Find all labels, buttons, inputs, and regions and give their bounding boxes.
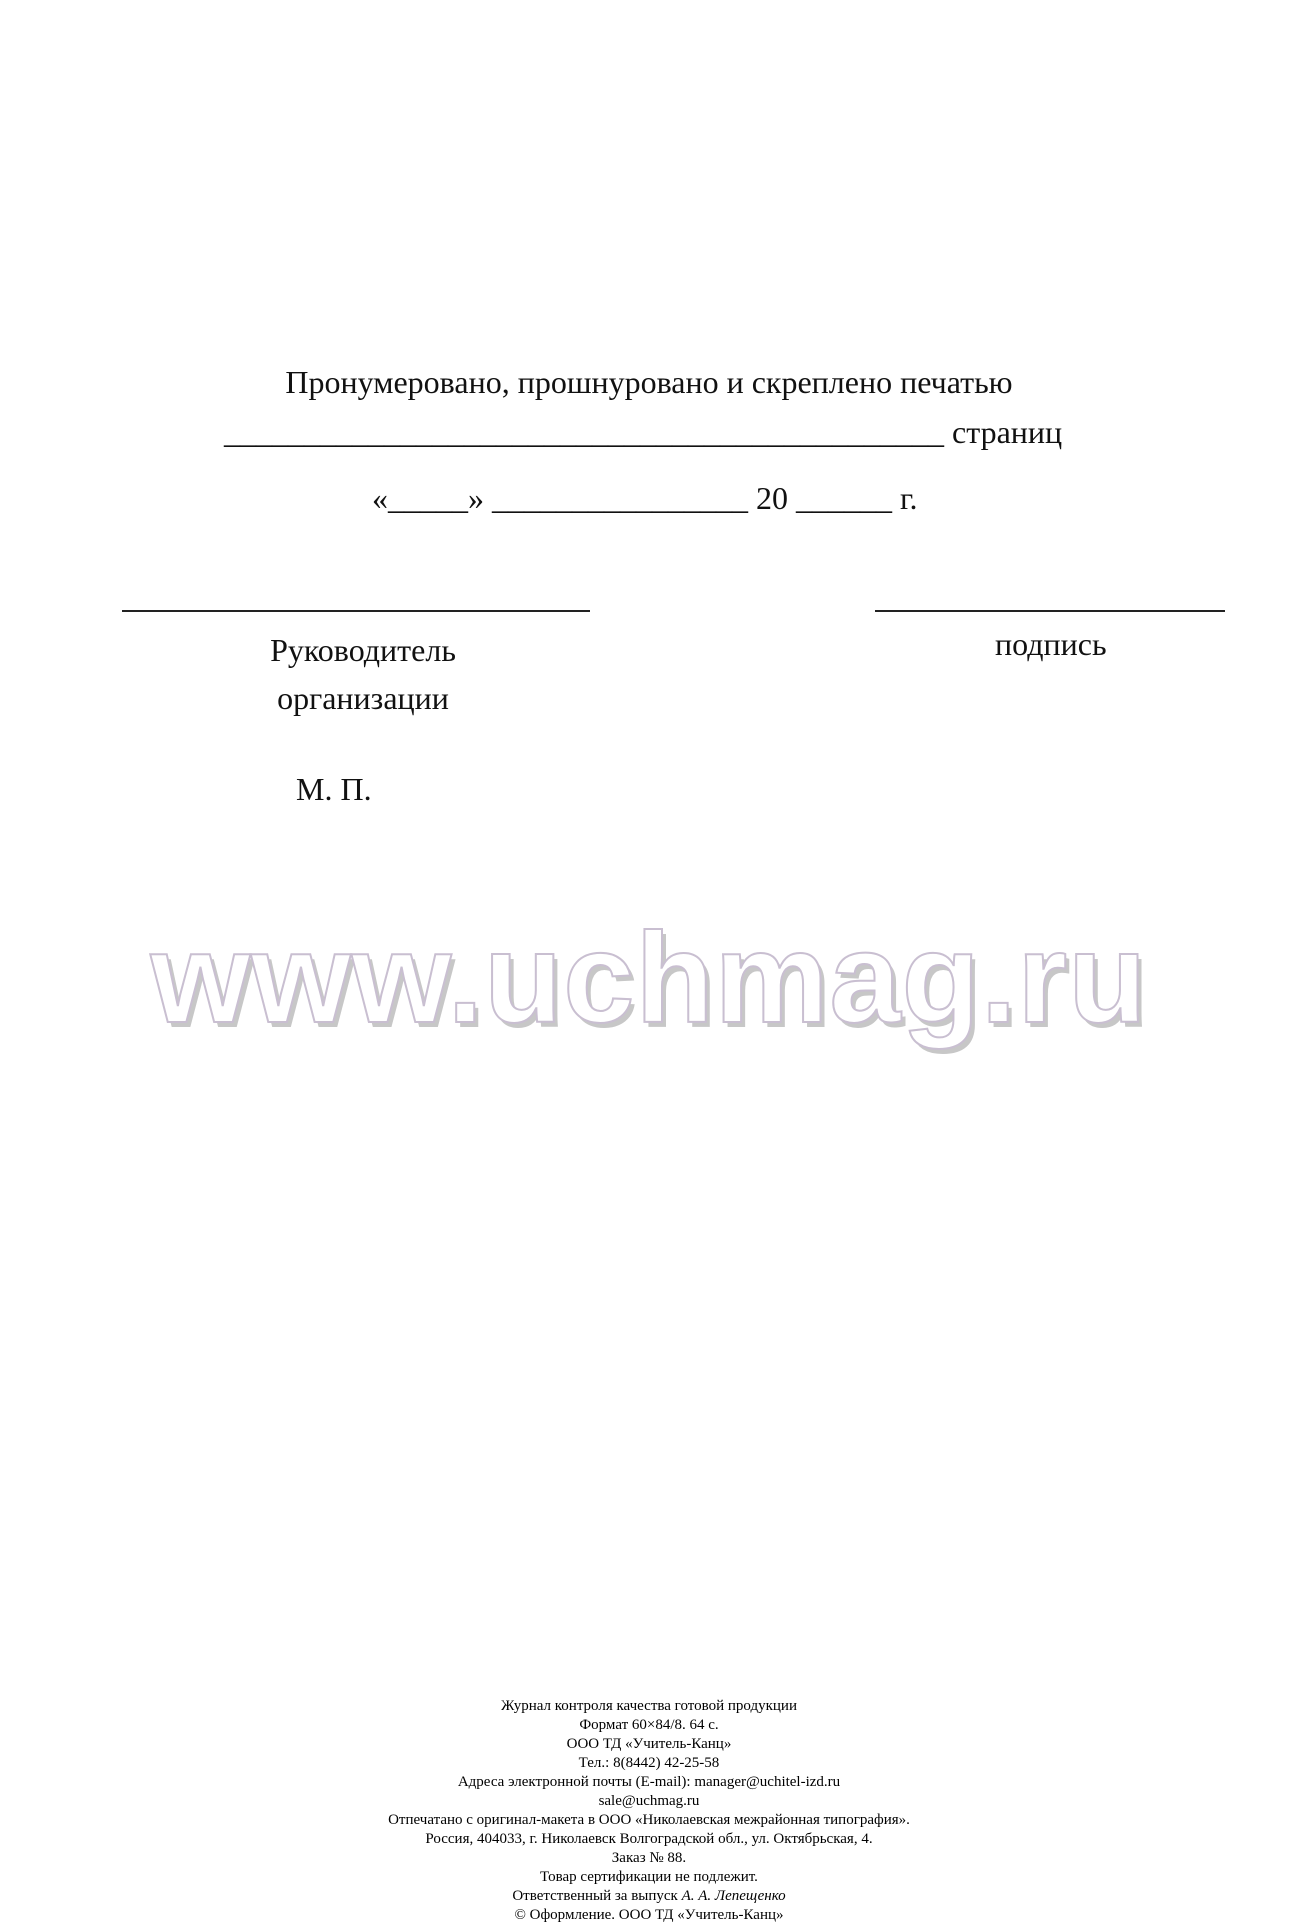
imprint-copyright: © Оформление. ООО ТД «Учитель-Канц»: [514, 1907, 784, 1923]
certification-statement: Пронумеровано, прошнуровано и скреплено печатью: [285, 364, 1013, 400]
head-of-organization-label: [243, 626, 483, 722]
imprint-publisher: ООО ТД «Учитель-Канц»: [566, 1736, 732, 1752]
imprint-responsible: [0, 1887, 1298, 1906]
imprint-responsible-name: А. А. Лепещенко: [681, 1888, 786, 1904]
imprint-certification-note: Товар сертификации не подлежит.: [540, 1869, 758, 1885]
pages-count-line: _____________________________________________ страниц: [224, 414, 1063, 450]
head-signature-rule: [122, 610, 590, 612]
imprint-email-2: sale@uchmag.ru: [598, 1793, 700, 1809]
imprint-order: Заказ № 88.: [611, 1850, 687, 1866]
imprint-printed: Отпечатано с оригинал-макета в ООО «Николаевская межрайонная типография».: [388, 1812, 910, 1828]
imprint-format: Формат 60×84/8. 64 с.: [579, 1717, 719, 1733]
imprint-address: Россия, 404033, г. Николаевск Волгоградской обл., ул. Октябрьская, 4.: [425, 1831, 873, 1847]
imprint-responsible-prefix: Ответственный за выпуск: [512, 1888, 678, 1904]
imprint-phone: Тел.: 8(8442) 42-25-58: [578, 1755, 720, 1771]
stamp-place-label: М. П.: [296, 771, 372, 807]
signature-label: подпись: [995, 626, 1107, 662]
head-label-line-2: организации: [277, 680, 449, 716]
imprint-title: Журнал контроля качества готовой продукции: [501, 1698, 797, 1714]
signature-rule: [875, 610, 1225, 612]
imprint-email-line: Адреса электронной почты (E-mail): manager@uchitel-izd.ru: [457, 1774, 841, 1790]
date-line: «_____» ________________ 20 ______ г.: [372, 480, 918, 516]
watermark: www.uchmag.ru: [150, 907, 1148, 1050]
imprint-block: [0, 1697, 1298, 1925]
head-label-line-1: Руководитель: [270, 632, 456, 668]
